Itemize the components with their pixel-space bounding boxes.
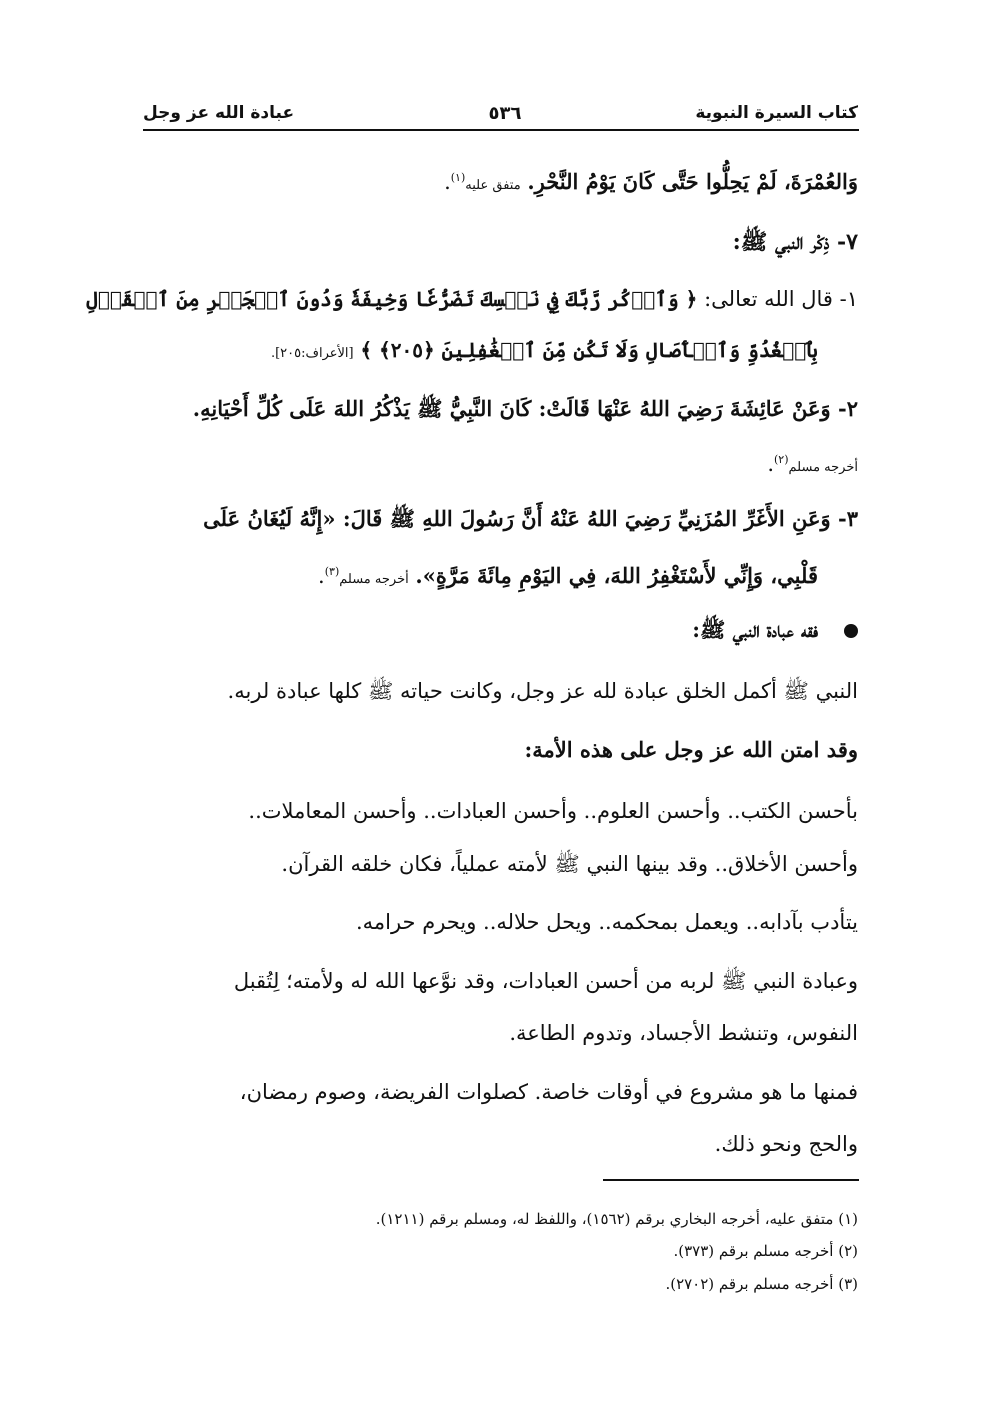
paragraph-5-line-2: النفوس، وتنشط الأجساد، وتدوم الطاعة. <box>509 1021 858 1045</box>
section-heading: ٧- ذِكْر النبي ﷺ: <box>732 229 858 255</box>
hadith-source: متفق عليه <box>465 178 521 193</box>
paragraph-4: يتأدب بآدابه.. ويعمل بمحكمه.. ويحل حلاله.. ويحرم حرامه. <box>355 910 858 934</box>
item-3-line-2: قَلْبِي، وَإِنِّي لأَسْتَغْفِرُ اللهَ، فِي اليَوْمِ مِائَةَ مَرَّةٍ». أخرجه مسلم$^{(٣)}$. <box>318 563 818 588</box>
item-1-intro: ١- قال الله تعالى: <box>704 287 858 311</box>
fiqh-heading: فقه عبادة النبي ﷺ: <box>692 617 818 642</box>
quran-verse-end: بِٱلۡغُدُوِّ وَٱلۡأٓصَالِ وَلَا تَكُن مِّنَ ٱلۡغَٰفِلِينَ ﴿٢٠٥﴾ ﴾ <box>360 338 818 362</box>
footnote-ref: (٣) <box>324 565 340 578</box>
verse-citation: [الأعراف:٢٠٥]. <box>270 346 354 361</box>
footnote-3: (٣) أخرجه مسلم برقم (٢٧٠٢). <box>665 1275 858 1293</box>
paragraph-2: وقد امتن الله عز وجل على هذه الأمة: <box>524 737 858 762</box>
paragraph-6-line-2: والحج ونحو ذلك. <box>714 1132 858 1156</box>
header-book-title: كتاب السيرة النبوية <box>695 103 858 123</box>
footnote-2: (٢) أخرجه مسلم برقم (٣٧٣). <box>673 1242 858 1260</box>
paragraph-1: النبي ﷺ أكمل الخلق عبادة لله عز وجل، وكانت حياته ﷺ كلها عبادة لربه. <box>227 679 858 703</box>
hadith-text: قَلْبِي، وَإِنِّي لأَسْتَغْفِرُ اللهَ، فِي اليَوْمِ مِائَةَ مَرَّةٍ». <box>415 563 818 588</box>
hadith-source: أخرجه مسلم <box>788 460 858 475</box>
item-1-line-2 <box>142 334 858 370</box>
footnote-divider <box>603 1179 859 1181</box>
item-2-source-line: أخرجه مسلم$^{(٢)}$. <box>767 452 858 476</box>
hadith-continuation: وَالعُمْرَةَ، لَمْ يَحِلُّوا حَتَّى كَانَ يَوْمُ النَّحْرِ. متفق عليه$^{(١)}$. <box>444 169 858 194</box>
paragraph-6-line-1: فمنها ما هو مشروع في أوقات خاصة. كصلوات الفريضة، وصوم رمضان، <box>239 1080 858 1104</box>
footnote-ref: (٢) <box>774 453 789 466</box>
footnote-ref: (١) <box>450 171 466 184</box>
quran-verse: ﴿ وَٱذۡكُر رَّبَّكَ فِي نَفۡسِكَ تَضَرُّعٗا وَخِيفَةٗ وَدُونَ ٱلۡجَهۡرِ مِنَ ٱلۡقَوۡلِ <box>86 287 698 311</box>
header-divider <box>143 129 859 131</box>
paragraph-3-line-1: بأحسن الكتب.. وأحسن العلوم.. وأحسن العبادات.. وأحسن المعاملات.. <box>248 799 858 823</box>
paragraph-3-line-2: وأحسن الأخلاق.. وقد بينها النبي ﷺ لأمته عملياً، فكان خلقه القرآن. <box>281 852 858 876</box>
item-1-line-1 <box>86 283 858 315</box>
item-2-text: ٢- وَعَنْ عَائِشَةَ رَضِيَ اللهُ عَنْهَا قَالَتْ: كَانَ النَّبِيُّ ﷺ يَذْكُرُ اللهَ عَلَى كُلِّ أَحْيَانِهِ. <box>192 396 858 421</box>
hadith-source: أخرجه مسلم <box>339 572 409 587</box>
paragraph-5-line-1: وعبادة النبي ﷺ لربه من أحسن العبادات، وقد نوَّعها الله له ولأمته؛ لِتُقبل <box>233 969 858 993</box>
hadith-text: وَالعُمْرَةَ، لَمْ يَحِلُّوا حَتَّى كَانَ يَوْمُ النَّحْرِ. <box>527 169 858 194</box>
header-page-number: ٥٣٦ <box>488 103 522 124</box>
item-3-line-1: ٣- وَعَنِ الأَغَرِّ المُزَنِيِّ رَضِيَ اللهُ عَنْهُ أَنَّ رَسُولَ اللهِ ﷺ قَالَ: «إِنَّهُ لَيُغَانُ عَلَى <box>203 506 858 531</box>
header-chapter-title: عبادة الله عز وجل <box>143 103 295 123</box>
footnote-1: (١) متفق عليه، أخرجه البخاري برقم (١٥٦٢)، واللفظ له، ومسلم برقم (١٢١١). <box>375 1210 858 1228</box>
